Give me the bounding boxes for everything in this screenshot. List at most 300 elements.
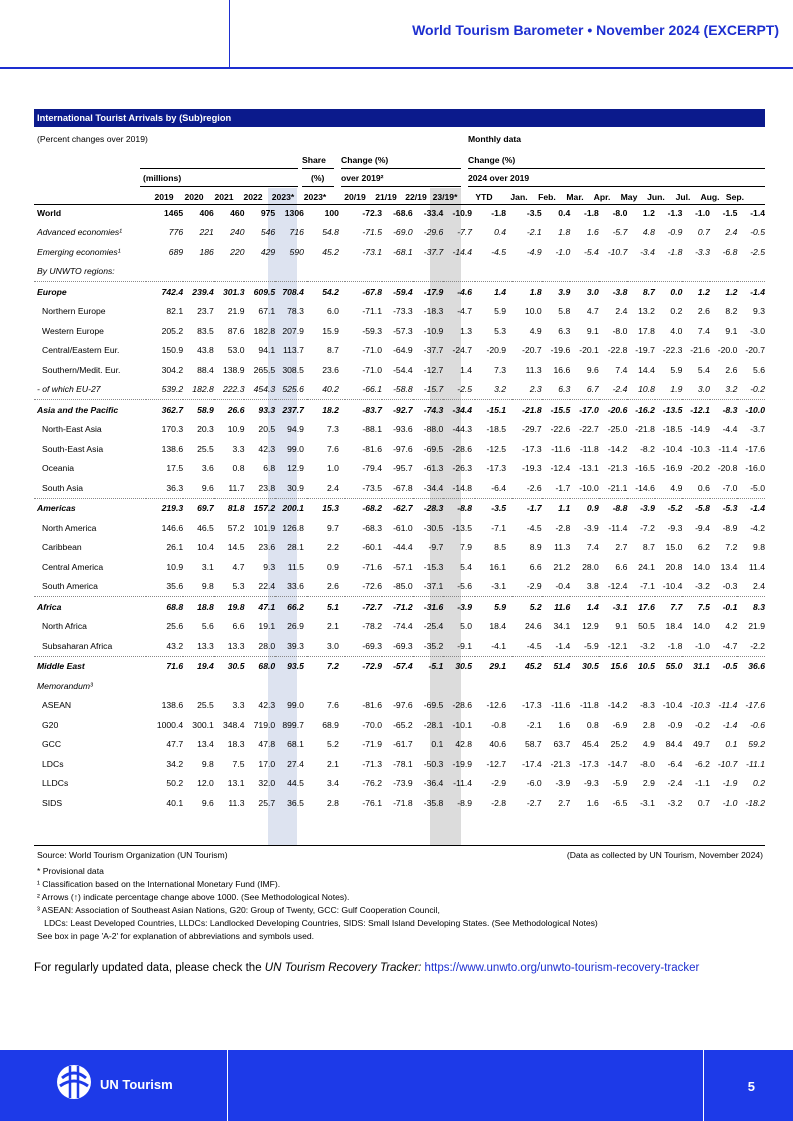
table-cell: 23.6	[258, 542, 276, 553]
table-cell: -20.0	[717, 345, 738, 356]
table-cell: -2.7	[526, 797, 542, 808]
table-cell: 94.1	[258, 345, 276, 356]
table-cell: 12.9	[582, 621, 599, 632]
table-cell: 1.9	[670, 384, 683, 395]
table-cell: 22.4	[258, 581, 276, 592]
table-cell: 719.0	[253, 719, 276, 730]
footnote: ¹ Classification based on the International Monetary Fund (IMF).	[37, 879, 281, 889]
table-cell: -37.1	[423, 581, 444, 592]
table-cell: -2.8	[555, 522, 571, 533]
table-cell: 138.9	[222, 364, 245, 375]
table-cell: -0.8	[491, 719, 507, 730]
table-cell: -20.2	[690, 463, 710, 474]
table-cell: -59.4	[382, 282, 413, 302]
table-cell: 2.9	[642, 778, 655, 789]
table-cell: 5.1	[307, 597, 345, 617]
table-cell: 68.8	[146, 597, 183, 617]
table-cell: 28.0	[582, 561, 599, 572]
table-cell: -1.3	[667, 207, 683, 218]
table-cell: -1.0	[555, 246, 571, 257]
table-cell: 43.2	[166, 640, 184, 651]
table-cell: -9.3	[584, 778, 599, 789]
table-cell: 5.4	[460, 561, 473, 572]
table-cell: 25.5	[197, 443, 214, 454]
table-cell: -69.3	[393, 640, 413, 651]
table-cell: 138.6	[161, 700, 184, 711]
table-cell: 301.3	[214, 282, 245, 302]
table-cell: 1.0	[327, 463, 339, 474]
column-header: 20/19	[344, 192, 366, 202]
table-cell: 4.9	[529, 325, 542, 336]
table-cell: -2.4	[667, 778, 683, 789]
table-cell: -71.1	[362, 306, 382, 317]
table-cell: 3.0	[327, 640, 339, 651]
table-cell: -57.4	[382, 656, 413, 676]
table-cell: 5.4	[697, 364, 710, 375]
table-cell: 63.7	[553, 739, 571, 750]
footnote: LDCs: Least Developed Countries, LLDCs: Landlocked Developing Countries, SIDS: Small Island Developing States. (See Methodological Notes)	[37, 918, 598, 928]
tracker-prefix: For regularly updated data, please check the	[34, 962, 265, 974]
table-cell: -25.0	[607, 424, 628, 435]
table-cell: 1.4	[475, 282, 512, 302]
column-header: Jan.	[510, 192, 528, 202]
table-cell: -19.7	[635, 345, 655, 356]
table-cell: 18.3	[227, 739, 245, 750]
table-cell: -62.7	[382, 498, 413, 518]
table-cell: 17.5	[166, 463, 184, 474]
table-cell: 35.6	[166, 581, 184, 592]
table-cell: -19.3	[522, 463, 542, 474]
table-cell: -11.4	[453, 778, 473, 789]
row-label: Caribbean	[42, 542, 82, 553]
table-cell: 13.3	[227, 640, 245, 651]
table-cell: -2.2	[750, 640, 765, 651]
table-cell: -37.7	[423, 345, 444, 356]
table-cell: 126.8	[282, 522, 304, 533]
table-cell: 69.7	[183, 498, 214, 518]
table-cell: -31.6	[413, 597, 444, 617]
table-cell: 7.5	[682, 597, 710, 617]
column-header: Feb.	[538, 192, 556, 202]
table-cell: -1.0	[722, 797, 738, 808]
table-cell: 81.8	[214, 498, 245, 518]
header-rule	[341, 168, 461, 169]
table-cell: 7.2	[725, 542, 738, 553]
table-cell: -71.6	[362, 561, 382, 572]
table-row	[34, 774, 765, 794]
table-cell: 9.8	[753, 542, 765, 553]
table-cell: 42.8	[455, 739, 473, 750]
table-cell: 4.8	[642, 227, 655, 238]
table-cell: -4.4	[722, 424, 738, 435]
table-cell: -5.4	[584, 246, 599, 257]
table-cell: -0.6	[750, 719, 765, 730]
table-cell: -11.4	[718, 700, 738, 711]
table-cell: 6.7	[586, 384, 599, 395]
table-cell: -6.9	[612, 719, 628, 730]
table-cell: -10.4	[662, 581, 683, 592]
table-cell: 12.0	[197, 778, 214, 789]
table-cell: -3.9	[443, 597, 475, 617]
table-cell: -60.1	[362, 542, 382, 553]
table-cell: 13.3	[197, 640, 214, 651]
table-cell: -1.7	[555, 482, 571, 493]
tracker-note	[34, 962, 699, 974]
table-row	[34, 242, 765, 262]
table-cell: 11.4	[748, 561, 765, 572]
header-rule	[0, 67, 793, 69]
table-cell: 5.2	[327, 739, 339, 750]
column-header: 2023*	[271, 192, 295, 202]
table-cell: -1.8	[584, 207, 599, 218]
row-label: World	[37, 207, 62, 218]
table-cell: 9.7	[327, 522, 339, 533]
table-row	[34, 498, 765, 518]
table-cell: -6.4	[491, 482, 507, 493]
table-cell: 25.6	[166, 621, 184, 632]
table-cell: 15.3	[307, 498, 345, 518]
table-cell: 3.6	[201, 463, 214, 474]
table-cell: 708.4	[275, 282, 307, 302]
header-rule	[302, 186, 334, 187]
table-cell: -25.4	[423, 621, 444, 632]
table-cell: 5.9	[494, 306, 507, 317]
table-cell: 1.2	[710, 282, 738, 302]
table-cell: 7.5	[232, 758, 245, 769]
table-cell: 6.3	[558, 384, 571, 395]
table-cell: -20.7	[522, 345, 542, 356]
table-cell: -78.2	[362, 621, 382, 632]
table-cell: 39.3	[287, 640, 304, 651]
table-row	[34, 203, 765, 223]
table-cell: -4.1	[491, 640, 507, 651]
table-cell: 2.6	[327, 581, 339, 592]
table-cell: 67.1	[258, 306, 276, 317]
table-cell: -21.8	[512, 400, 542, 420]
table-cell: -24.7	[452, 345, 473, 356]
row-label: Subsaharan Africa	[42, 640, 113, 651]
table-cell: 11.3	[554, 542, 571, 553]
row-label: - of which EU-27	[37, 384, 101, 395]
table-cell: -2.1	[526, 227, 542, 238]
table-cell: -34.4	[443, 400, 475, 420]
table-cell: -65.2	[393, 719, 413, 730]
table-cell: 42.3	[258, 700, 276, 711]
table-cell: 84.4	[665, 739, 683, 750]
table-cell: 5.3	[232, 581, 245, 592]
table-cell: -4.6	[443, 282, 475, 302]
table-cell: 18.2	[307, 400, 345, 420]
table-cell: 2.2	[327, 542, 339, 553]
table-cell: 138.6	[161, 443, 184, 454]
table-cell: 1.6	[558, 719, 571, 730]
table-cell: -8.8	[443, 498, 475, 518]
table-cell: -10.0	[737, 400, 765, 420]
table-cell: -1.0	[695, 640, 710, 651]
table-cell: -18.5	[486, 424, 507, 435]
table-cell: 221	[199, 227, 214, 238]
table-cell: -7.0	[722, 482, 738, 493]
table-cell: 51.4	[542, 656, 571, 676]
table-cell: 101.9	[253, 522, 276, 533]
table-cell: -44.4	[393, 542, 413, 553]
table-cell: -0.5	[750, 227, 765, 238]
table-cell: 25.7	[258, 797, 276, 808]
table-cell: 6.8	[263, 463, 276, 474]
table-cell: 24.6	[524, 621, 542, 632]
table-cell: 7.4	[615, 364, 628, 375]
table-cell: 182.8	[253, 325, 276, 336]
table-cell: 546	[260, 227, 276, 238]
table-cell: -15.7	[423, 384, 444, 395]
table-cell: -22.6	[550, 424, 571, 435]
table-cell: 2.1	[327, 621, 339, 632]
table-cell: 45.4	[582, 739, 599, 750]
table-cell: 30.9	[287, 482, 304, 493]
table-cell: -17.9	[413, 282, 444, 302]
column-header: 2021	[214, 192, 234, 202]
column-header: 23/19*	[432, 192, 458, 202]
table-cell: -14.4	[452, 246, 473, 257]
footnote: ³ ASEAN: Association of Southeast Asian Nations, G20: Group of Twenty, GCC: Gulf Cooperation Council,	[37, 905, 440, 915]
table-cell: 15.9	[322, 325, 339, 336]
table-row	[34, 735, 765, 755]
row-label: Asia and the Pacific	[34, 400, 146, 420]
table-cell: 6.3	[558, 325, 571, 336]
table-cell: -3.5	[526, 207, 542, 218]
header-rule	[468, 186, 765, 187]
table-cell: -88.0	[423, 424, 444, 435]
table-cell: -13.1	[579, 463, 599, 474]
table-cell: 30.5	[443, 656, 475, 676]
table-cell: 46.5	[197, 522, 214, 533]
row-label: ASEAN	[42, 700, 72, 711]
table-row	[34, 400, 765, 420]
table-cell: -19.6	[550, 345, 571, 356]
table-cell: 26.6	[214, 400, 245, 420]
table-cell: -78.1	[393, 758, 413, 769]
table-cell: 8.7	[627, 282, 655, 302]
table-cell: -72.9	[345, 656, 382, 676]
table-cell: -12.7	[423, 364, 444, 375]
table-cell: -17.3	[486, 463, 507, 474]
table-cell: 10.9	[166, 561, 184, 572]
table-cell: -12.6	[486, 700, 507, 711]
table-row	[34, 420, 765, 440]
table-cell: -67.8	[345, 282, 382, 302]
table-cell: -22.8	[607, 345, 628, 356]
table-cell: -16.0	[745, 463, 765, 474]
table-cell: 207.9	[282, 325, 304, 336]
tracker-link[interactable]: https://www.unwto.org/unwto-tourism-recovery-tracker	[424, 962, 700, 974]
table-cell: 1000.4	[156, 719, 184, 730]
table-cell: 429	[260, 246, 276, 257]
table-cell: -5.8	[682, 498, 710, 518]
table-cell: -5.7	[612, 227, 628, 238]
table-cell: -35.2	[423, 640, 444, 651]
table-cell: 899.7	[282, 719, 304, 730]
table-row	[34, 557, 765, 577]
table-cell: 55.0	[655, 656, 683, 676]
table-cell: 0.1	[431, 739, 444, 750]
table-cell: 5.9	[670, 364, 683, 375]
table-cell: -0.2	[750, 384, 765, 395]
header-rule	[140, 168, 298, 169]
table-cell: 23.8	[258, 482, 276, 493]
table-cell: 24.1	[638, 561, 655, 572]
table-cell: -0.1	[710, 597, 738, 617]
table-cell: 21.9	[227, 306, 245, 317]
table-cell: 4.2	[725, 621, 738, 632]
table-row	[34, 754, 765, 774]
header-over-2019: over 2019²	[341, 173, 384, 183]
table-cell: -79.4	[362, 463, 382, 474]
table-cell: -3.2	[640, 640, 655, 651]
table-cell: -74.4	[393, 621, 413, 632]
table-cell: 18.8	[183, 597, 214, 617]
table-row	[34, 360, 765, 380]
arrivals-table	[34, 203, 765, 813]
column-header: 2020	[184, 192, 204, 202]
table-cell: -8.0	[612, 325, 628, 336]
footnote: See box in page 'A-2' for explanation of abbreviations and symbols used.	[37, 931, 315, 941]
table-cell: -1.5	[722, 207, 738, 218]
table-cell: 5.6	[753, 364, 765, 375]
table-cell: 9.6	[201, 797, 214, 808]
table-cell: 100	[324, 207, 339, 218]
table-cell: -10.1	[452, 719, 473, 730]
table-cell: -81.6	[362, 700, 382, 711]
table-cell: 9.6	[201, 482, 214, 493]
table-cell: 83.5	[197, 325, 214, 336]
table-cell: -85.0	[393, 581, 413, 592]
table-cell: -68.3	[362, 522, 382, 533]
footer-divider	[703, 1050, 704, 1121]
table-cell: 17.0	[258, 758, 276, 769]
table-cell: -2.1	[526, 719, 542, 730]
table-cell: 539.2	[161, 384, 184, 395]
table-cell: 525.6	[282, 384, 304, 395]
table-cell: -76.2	[362, 778, 382, 789]
table-cell: 609.5	[244, 282, 275, 302]
table-cell: 36.6	[737, 656, 765, 676]
table-cell: 2.6	[725, 364, 738, 375]
row-label: Central/Eastern Eur.	[42, 345, 120, 356]
table-cell: 219.3	[146, 498, 183, 518]
column-header: Apr.	[593, 192, 611, 202]
table-cell: -71.8	[393, 797, 413, 808]
table-cell: 11.6	[542, 597, 571, 617]
row-label: South-East Asia	[42, 443, 104, 454]
table-cell: 17.8	[638, 325, 655, 336]
table-cell: -13.5	[452, 522, 473, 533]
table-cell: -3.7	[750, 424, 765, 435]
table-cell: -11.8	[579, 700, 599, 711]
table-cell: -17.6	[745, 700, 765, 711]
table-cell: -20.6	[599, 400, 628, 420]
table-cell: 1.6	[586, 227, 599, 238]
table-cell: 7.3	[494, 364, 507, 375]
header-change-monthly: Change (%)	[468, 155, 516, 165]
table-cell: 0.0	[655, 282, 683, 302]
header-share: Share	[302, 155, 326, 165]
column-header: Jul.	[675, 192, 691, 202]
table-cell: 5.3	[494, 325, 507, 336]
table-cell: -11.4	[608, 522, 628, 533]
row-label: By UNWTO regions:	[37, 266, 115, 277]
table-cell: 28.1	[287, 542, 304, 553]
table-cell: -17.0	[570, 400, 599, 420]
table-cell: 146.6	[161, 522, 184, 533]
table-cell: 3.3	[232, 700, 245, 711]
table-cell: 47.8	[258, 739, 276, 750]
table-cell: 42.3	[258, 443, 276, 454]
table-cell: 2.4	[327, 482, 339, 493]
table-cell: -4.5	[526, 640, 542, 651]
table-cell: -1.4	[722, 719, 738, 730]
table-cell: -5.6	[457, 581, 473, 592]
table-cell: 1.2	[642, 207, 655, 218]
table-cell: -16.5	[635, 463, 655, 474]
table-cell: -72.3	[362, 207, 382, 218]
table-cell: -1.7	[512, 498, 542, 518]
table-cell: 2.7	[558, 797, 571, 808]
table-cell: 10.4	[197, 542, 214, 553]
table-cell: 113.7	[283, 345, 304, 356]
table-cell: -4.2	[750, 522, 765, 533]
table-cell: 3.0	[697, 384, 710, 395]
table-cell: 4.9	[642, 739, 655, 750]
row-label: Northern Europe	[42, 306, 106, 317]
table-cell: 29.1	[475, 656, 512, 676]
table-cell: -5.2	[655, 498, 683, 518]
table-cell: -26.3	[452, 463, 473, 474]
table-cell: -3.4	[640, 246, 655, 257]
table-cell: 1.2	[682, 282, 710, 302]
row-label: GCC	[42, 739, 62, 750]
table-cell: -11.8	[579, 443, 599, 454]
table-cell: -22.3	[662, 345, 683, 356]
row-label: North-East Asia	[42, 424, 102, 435]
table-cell: -61.3	[423, 463, 444, 474]
table-cell: 8.3	[737, 597, 765, 617]
table-cell: -69.5	[423, 443, 444, 454]
table-cell: 40.6	[489, 739, 507, 750]
table-cell: -4.5	[491, 246, 507, 257]
table-cell: 7.7	[655, 597, 683, 617]
row-label: Southern/Medit. Eur.	[42, 364, 121, 375]
table-cell: 15.6	[599, 656, 628, 676]
footnote: ² Arrows (↑) indicate percentage change above 1000. (See Methodological Notes).	[37, 892, 350, 902]
table-cell: -71.3	[362, 758, 382, 769]
table-cell: -21.6	[690, 345, 710, 356]
table-cell: -1.0	[695, 207, 710, 218]
table-row	[34, 715, 765, 735]
table-cell: -69.0	[393, 227, 413, 238]
source-note: Source: World Tourism Organization (UN Tourism)	[37, 850, 228, 860]
table-cell: -68.2	[345, 498, 382, 518]
table-cell: -68.6	[393, 207, 413, 218]
table-cell: -12.5	[486, 443, 507, 454]
row-label: Memorandum³	[37, 680, 93, 691]
table-row	[34, 439, 765, 459]
header-rule	[341, 186, 461, 187]
table-cell: 975	[260, 207, 276, 218]
table-cell: 66.2	[275, 597, 307, 617]
table-cell: 9.1	[586, 325, 599, 336]
table-cell: 2.6	[697, 306, 710, 317]
table-cell: -14.9	[690, 424, 710, 435]
